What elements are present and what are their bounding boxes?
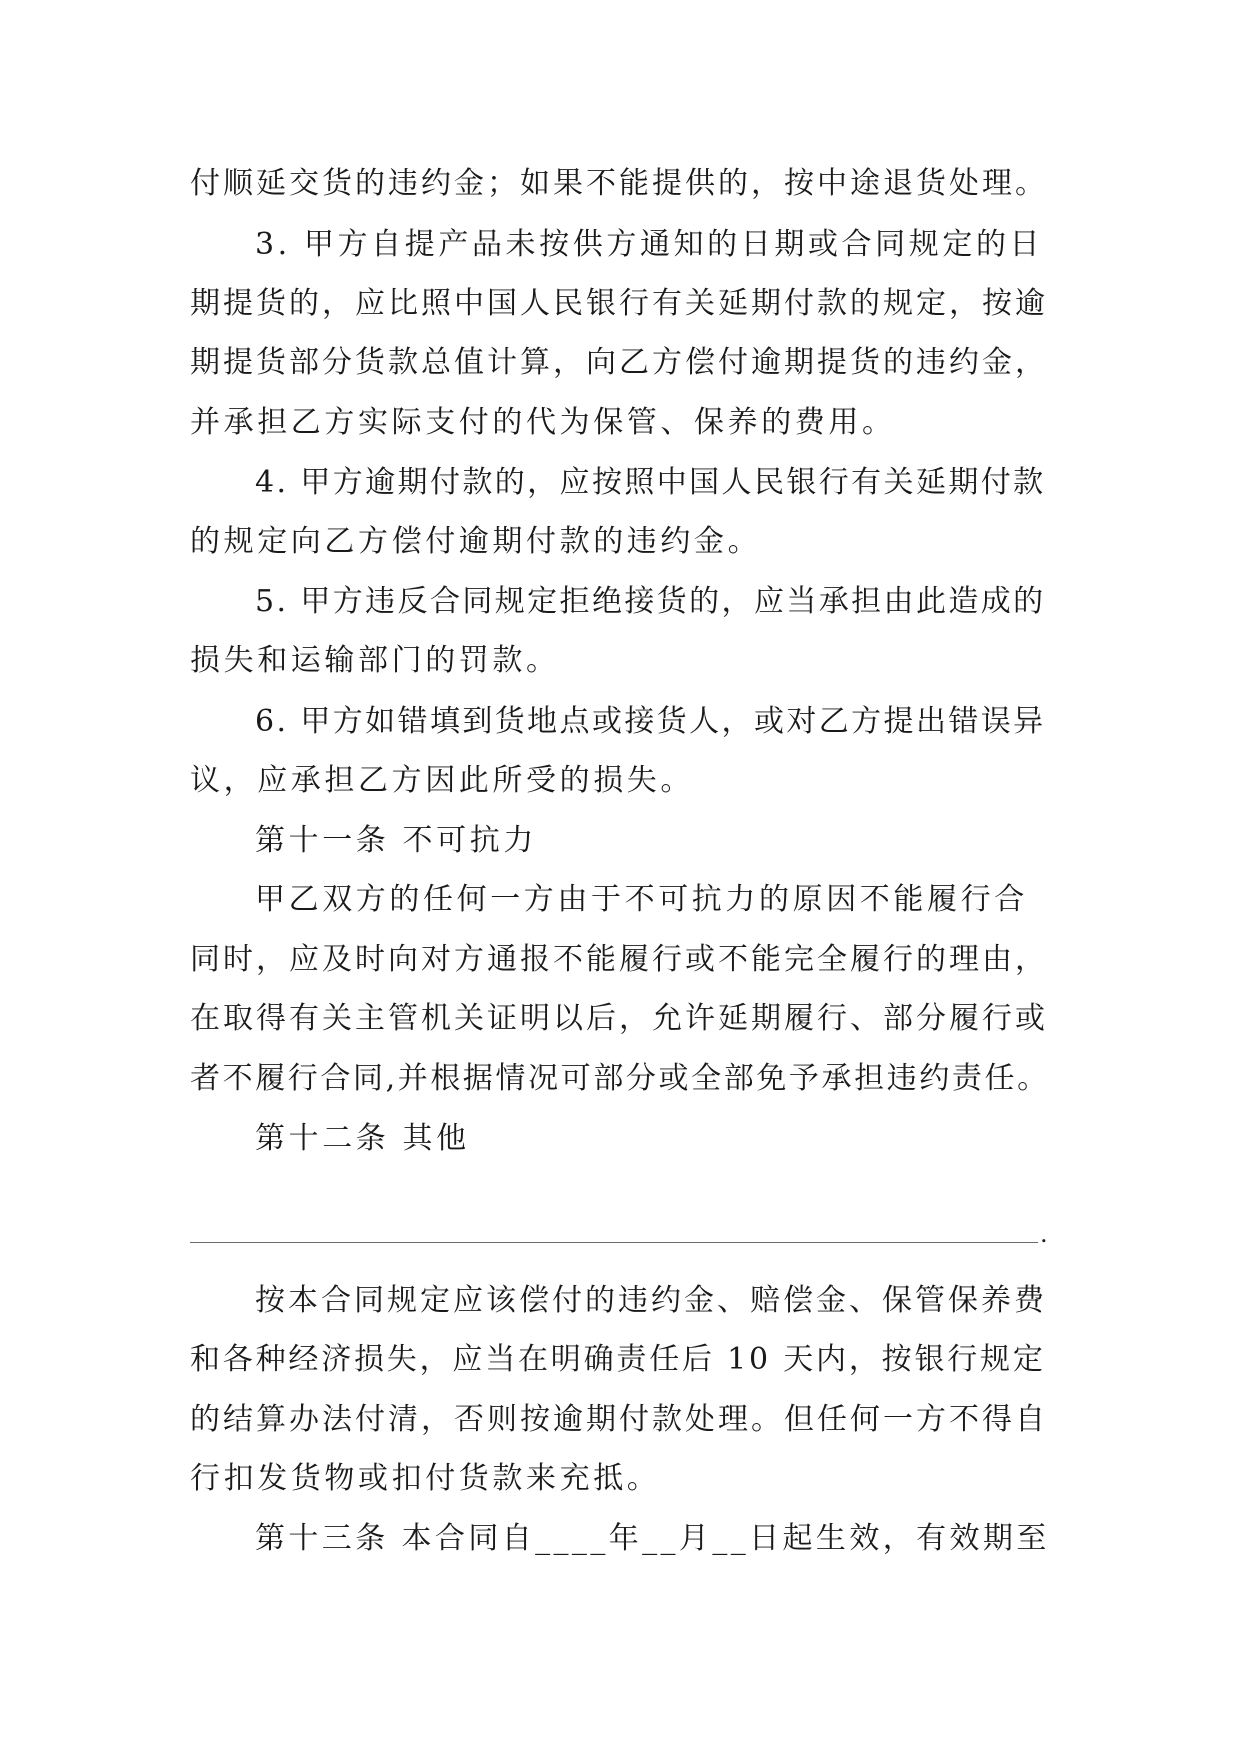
text-line: 的规定向乙方偿付逾期付款的违约金。 — [190, 524, 762, 559]
clause-10-item-5: 5. 甲方违反合同规定拒绝接货的，应当承担由此造成的 — [255, 584, 1046, 619]
text-line: 在取得有关主管机关证明以后，允许延期履行、部分履行或 — [190, 1001, 1048, 1036]
text-line: 付顺延交货的违约金；如果不能提供的，按中途退货处理。 — [190, 166, 1048, 201]
clause-12-paragraph: 按本合同规定应该偿付的违约金、赔偿金、保管保养费 — [255, 1283, 1047, 1318]
text-line: 期提货部分货款总值计算，向乙方偿付逾期提货的违约金， — [190, 345, 1048, 380]
clause-11-heading: 第十一条 不可抗力 — [255, 823, 537, 858]
blank-fill-line — [190, 1242, 1038, 1243]
clause-10-item-4: 4. 甲方逾期付款的，应按照中国人民银行有关延期付款 — [255, 465, 1046, 500]
clause-13-heading: 第十三条 本合同自____年__月__日起生效，有效期至 — [255, 1521, 1050, 1556]
text-line: 期提货的，应比照中国人民银行有关延期付款的规定，按逾 — [190, 286, 1048, 321]
text-line: 者不履行合同,并根据情况可部分或全部免予承担违约责任。 — [190, 1061, 1050, 1096]
blank-fill-end-dot: . — [1040, 1220, 1048, 1248]
text-line: 行扣发货物或扣付货款来充抵。 — [190, 1461, 661, 1496]
text-line: 和各种经济损失，应当在明确责任后 10 天内，按银行规定 — [190, 1342, 1046, 1377]
clause-11-paragraph: 甲乙双方的任何一方由于不可抗力的原因不能履行合 — [255, 882, 1028, 917]
text-line: 同时，应及时向对方通报不能履行或不能完全履行的理由， — [190, 942, 1048, 977]
clause-12-heading: 第十二条 其他 — [255, 1121, 470, 1156]
text-line: 议，应承担乙方因此所受的损失。 — [190, 763, 694, 798]
clause-10-item-6: 6. 甲方如错填到货地点或接货人，或对乙方提出错误异 — [255, 704, 1046, 739]
text-line: 并承担乙方实际支付的代为保管、保养的费用。 — [190, 405, 896, 440]
text-line: 的结算办法付清，否则按逾期付款处理。但任何一方不得自 — [190, 1402, 1048, 1437]
text-line: 损失和运输部门的罚款。 — [190, 643, 560, 678]
clause-10-item-3: 3. 甲方自提产品未按供方通知的日期或合同规定的日 — [255, 227, 1044, 262]
